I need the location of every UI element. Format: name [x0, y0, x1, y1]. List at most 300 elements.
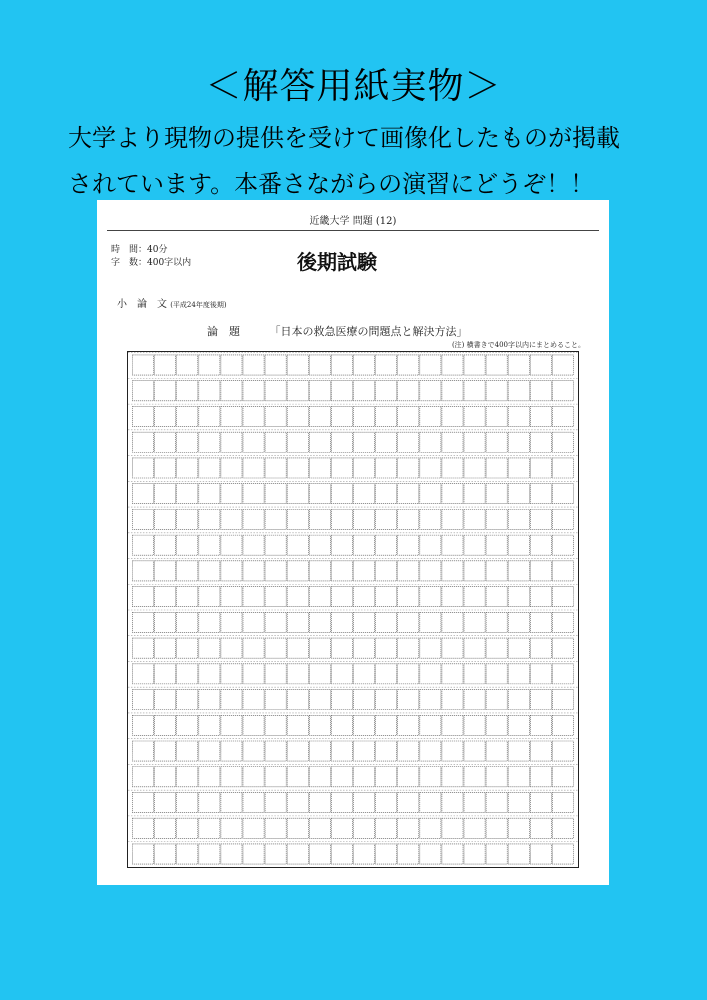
grid-cell [331, 741, 352, 761]
grid-cell [442, 484, 463, 504]
grid-cell [132, 638, 153, 658]
grid-cell [552, 406, 573, 426]
grid-cell [265, 767, 286, 787]
grid-cell [376, 484, 397, 504]
grid-cell [199, 638, 220, 658]
grid-cell [464, 741, 485, 761]
grid-cell [331, 767, 352, 787]
grid-cell [376, 741, 397, 761]
grid-cell [442, 535, 463, 555]
grid-cell [221, 561, 242, 581]
grid-cell [464, 715, 485, 735]
grid-cell [420, 664, 441, 684]
grid-cell [420, 535, 441, 555]
grid-cell [221, 690, 242, 710]
grid-cell [420, 818, 441, 838]
grid-cell [486, 406, 507, 426]
grid-cell [132, 355, 153, 375]
grid-cell [508, 355, 529, 375]
grid-cell [243, 406, 264, 426]
grid-cell [243, 638, 264, 658]
grid-cell [442, 406, 463, 426]
grid-cell [155, 638, 176, 658]
grid-cell [265, 690, 286, 710]
grid-cell [486, 638, 507, 658]
grid-cell [177, 792, 198, 812]
grid-cell [265, 406, 286, 426]
grid-cell [287, 664, 308, 684]
grid-cell [132, 406, 153, 426]
grid-cell [376, 355, 397, 375]
grid-cell [309, 638, 330, 658]
grid-cell [155, 690, 176, 710]
grid-cell [265, 844, 286, 864]
sheet-heading: 近畿大学 問題 (12) [309, 216, 397, 227]
grid-cell [155, 664, 176, 684]
grid-cell [287, 561, 308, 581]
grid-cell [265, 432, 286, 452]
grid-cell [221, 818, 242, 838]
grid-cell [376, 690, 397, 710]
grid-cell [243, 715, 264, 735]
grid-cell [508, 792, 529, 812]
grid-cell [508, 767, 529, 787]
grid-cell [442, 767, 463, 787]
grid-cell [530, 638, 551, 658]
grid-cell [442, 818, 463, 838]
section-label [117, 295, 227, 310]
grid-cell [398, 381, 419, 401]
grid-cell [464, 381, 485, 401]
grid-cell [508, 458, 529, 478]
grid-cell [132, 818, 153, 838]
grid-cell [155, 561, 176, 581]
grid-cell [132, 458, 153, 478]
grid-cell [376, 561, 397, 581]
grid-cell [486, 381, 507, 401]
grid-cell [442, 792, 463, 812]
exam-title: 後期試験 [297, 250, 377, 274]
grid-cell [420, 690, 441, 710]
grid-cell [132, 792, 153, 812]
grid-cell [508, 741, 529, 761]
grid-cell [221, 355, 242, 375]
grid-cell [331, 664, 352, 684]
grid-cell [486, 792, 507, 812]
grid-cell [376, 406, 397, 426]
grid-cell [265, 535, 286, 555]
grid-cell [398, 690, 419, 710]
grid-cell [552, 844, 573, 864]
grid-cell [398, 612, 419, 632]
grid-cell [508, 509, 529, 529]
grid-cell [398, 432, 419, 452]
grid-cell [552, 741, 573, 761]
grid-cell [486, 561, 507, 581]
grid-cell [155, 767, 176, 787]
grid-cell [552, 587, 573, 607]
grid-cell [287, 792, 308, 812]
grid-cell [287, 381, 308, 401]
grid-cell [287, 612, 308, 632]
grid-cell [177, 381, 198, 401]
grid-cell [486, 664, 507, 684]
grid-cell [265, 587, 286, 607]
grid-cell [221, 767, 242, 787]
grid-cell [243, 767, 264, 787]
grid-cell [132, 767, 153, 787]
grid-cell [132, 664, 153, 684]
grid-cell [508, 818, 529, 838]
grid-cell [530, 458, 551, 478]
grid-cell [221, 844, 242, 864]
grid-cell [199, 484, 220, 504]
grid-cell [353, 535, 374, 555]
grid-cell [132, 381, 153, 401]
grid-cell [309, 432, 330, 452]
grid-cell [265, 818, 286, 838]
grid-cell [508, 406, 529, 426]
grid-cell [132, 844, 153, 864]
grid-cell [287, 818, 308, 838]
grid-cell [221, 664, 242, 684]
grid-cell [265, 741, 286, 761]
grid-cell [331, 587, 352, 607]
grid-cell [530, 381, 551, 401]
grid-cell [398, 715, 419, 735]
grid-cell [221, 741, 242, 761]
grid-cell [177, 535, 198, 555]
grid-cell [398, 509, 419, 529]
grid-cell [464, 406, 485, 426]
grid-cell [221, 458, 242, 478]
grid-cell [464, 484, 485, 504]
grid-cell [530, 355, 551, 375]
grid-cell [155, 741, 176, 761]
grid-cell [376, 458, 397, 478]
grid-cell [221, 792, 242, 812]
grid-cell [552, 612, 573, 632]
grid-cell [486, 458, 507, 478]
grid-cell [530, 509, 551, 529]
grid-cell [309, 844, 330, 864]
grid-cell [309, 406, 330, 426]
grid-cell [177, 561, 198, 581]
grid-cell [331, 406, 352, 426]
grid-cell [155, 612, 176, 632]
grid-cell [309, 587, 330, 607]
heading-divider [107, 230, 599, 231]
grid-cell [243, 381, 264, 401]
grid-cell [221, 484, 242, 504]
grid-cell [464, 818, 485, 838]
grid-cell [221, 587, 242, 607]
grid-cell [287, 406, 308, 426]
grid-cell [331, 612, 352, 632]
time-limit: 時 間：40分 [111, 245, 168, 255]
grid-cell [353, 484, 374, 504]
grid-cell [353, 690, 374, 710]
grid-cell [309, 741, 330, 761]
grid-cell [508, 664, 529, 684]
grid-cell [353, 818, 374, 838]
grid-cell [530, 432, 551, 452]
grid-cell [243, 535, 264, 555]
page-title: ＜解答用紙実物＞ [205, 66, 502, 107]
grid-cell [243, 690, 264, 710]
grid-cell [243, 355, 264, 375]
description-line-1: 大学より現物の提供を受けて画像化したものが掲載 [68, 124, 620, 152]
grid-cell [243, 792, 264, 812]
grid-cell [265, 561, 286, 581]
grid-cell [331, 484, 352, 504]
grid-cell [376, 638, 397, 658]
grid-cell [464, 458, 485, 478]
grid-cell [508, 690, 529, 710]
grid-cell [331, 535, 352, 555]
grid-cell [331, 638, 352, 658]
grid-cell [155, 715, 176, 735]
grid-cell [420, 458, 441, 478]
grid-cell [552, 381, 573, 401]
grid-cell [265, 381, 286, 401]
grid-cell [331, 355, 352, 375]
grid-cell [530, 690, 551, 710]
grid-cell [353, 458, 374, 478]
grid-cell [221, 432, 242, 452]
section-year: (平成24年度後期) [170, 301, 227, 309]
grid-cell [420, 638, 441, 658]
grid-cell [155, 792, 176, 812]
grid-cell [376, 715, 397, 735]
grid-cell [376, 381, 397, 401]
topic-value: 「日本の救急医療の問題点と解決方法」 [269, 325, 468, 338]
grid-cell [530, 664, 551, 684]
grid-cell [508, 432, 529, 452]
grid-cell [398, 664, 419, 684]
grid-cell [376, 587, 397, 607]
grid-cell [530, 741, 551, 761]
char-limit: 字 数：400字以内 [111, 258, 192, 268]
grid-cell [420, 767, 441, 787]
grid-cell [353, 381, 374, 401]
grid-cell [331, 561, 352, 581]
grid-cell [508, 638, 529, 658]
grid-cell [398, 792, 419, 812]
grid-cell [221, 406, 242, 426]
grid-cell [155, 355, 176, 375]
grid-cell [552, 690, 573, 710]
grid-cell [199, 406, 220, 426]
grid-cell [353, 406, 374, 426]
grid-cell [177, 715, 198, 735]
grid-cell [132, 561, 153, 581]
grid-cell [221, 612, 242, 632]
grid-cell [420, 587, 441, 607]
grid-cell [420, 792, 441, 812]
grid-cell [376, 509, 397, 529]
grid-cell [376, 664, 397, 684]
grid-cell [530, 484, 551, 504]
grid-cell [331, 509, 352, 529]
grid-cell [309, 767, 330, 787]
essay-topic [207, 323, 468, 339]
grid-cell [464, 638, 485, 658]
grid-cell [331, 792, 352, 812]
grid-cell [243, 664, 264, 684]
grid-cell [199, 381, 220, 401]
grid-cell [353, 561, 374, 581]
grid-cell [265, 484, 286, 504]
grid-cell [132, 432, 153, 452]
grid-cell [398, 484, 419, 504]
grid-cell [486, 818, 507, 838]
grid-cell [464, 355, 485, 375]
grid-cell [287, 355, 308, 375]
grid-cell [331, 432, 352, 452]
grid-cell [442, 638, 463, 658]
grid-cell [353, 432, 374, 452]
grid-cell [155, 509, 176, 529]
grid-cell [177, 741, 198, 761]
grid-cell [398, 355, 419, 375]
grid-cell [353, 587, 374, 607]
grid-cell [155, 381, 176, 401]
grid-cell [177, 458, 198, 478]
grid-cell [464, 612, 485, 632]
grid-cell [199, 355, 220, 375]
grid-cell [221, 638, 242, 658]
section-name: 小 論 文 [117, 299, 167, 310]
grid-cell [398, 458, 419, 478]
grid-cell [398, 741, 419, 761]
grid-cell [464, 561, 485, 581]
grid-cell [287, 844, 308, 864]
grid-cell [552, 638, 573, 658]
grid-cell [464, 664, 485, 684]
grid-cell [287, 535, 308, 555]
grid-cell [376, 612, 397, 632]
grid-cell [243, 458, 264, 478]
grid-cell [132, 535, 153, 555]
grid-cell [265, 612, 286, 632]
grid-cell [552, 355, 573, 375]
grid-cell [486, 715, 507, 735]
grid-cell [132, 741, 153, 761]
grid-cell [530, 612, 551, 632]
grid-cell [508, 844, 529, 864]
grid-cell [331, 381, 352, 401]
grid-cell [199, 818, 220, 838]
grid-cell [486, 690, 507, 710]
grid-cell [486, 844, 507, 864]
grid-cell [420, 432, 441, 452]
grid-cell [287, 432, 308, 452]
grid-cell [132, 587, 153, 607]
grid-cell [199, 587, 220, 607]
grid-cell [155, 587, 176, 607]
grid-cell [177, 432, 198, 452]
grid-cell [442, 355, 463, 375]
grid-cell [398, 587, 419, 607]
grid-cell [530, 535, 551, 555]
grid-cell [530, 792, 551, 812]
grid-cell [287, 715, 308, 735]
grid-cell [508, 612, 529, 632]
grid-cell [243, 432, 264, 452]
grid-cell [331, 690, 352, 710]
grid-cell [177, 484, 198, 504]
grid-cell [155, 535, 176, 555]
grid-cell [552, 664, 573, 684]
grid-cell [309, 612, 330, 632]
grid-cell [376, 844, 397, 864]
grid-cell [464, 432, 485, 452]
grid-cell [177, 612, 198, 632]
grid-cell [177, 767, 198, 787]
grid-cell [442, 432, 463, 452]
grid-cell [508, 715, 529, 735]
grid-cell [199, 767, 220, 787]
grid-cell [398, 561, 419, 581]
grid-cell [420, 612, 441, 632]
grid-cell [309, 484, 330, 504]
grid-cell [552, 432, 573, 452]
grid-cell [199, 561, 220, 581]
grid-cell [442, 715, 463, 735]
grid-cell [265, 509, 286, 529]
grid-cell [486, 432, 507, 452]
grid-cell [155, 818, 176, 838]
grid-cell [243, 818, 264, 838]
grid-cell [287, 509, 308, 529]
grid-cell [309, 458, 330, 478]
grid-cell [177, 638, 198, 658]
grid-cell [486, 355, 507, 375]
grid-cell [398, 767, 419, 787]
grid-cell [331, 844, 352, 864]
grid-cell [243, 844, 264, 864]
grid-cell [177, 818, 198, 838]
grid-cell [287, 638, 308, 658]
grid-cell [530, 715, 551, 735]
grid-cell [442, 458, 463, 478]
grid-cell [155, 484, 176, 504]
grid-cell [552, 792, 573, 812]
grid-cell [265, 638, 286, 658]
grid-cell [442, 741, 463, 761]
grid-cell [464, 690, 485, 710]
grid-cell [486, 612, 507, 632]
grid-cell [221, 381, 242, 401]
grid-cell [530, 844, 551, 864]
grid-cell [530, 561, 551, 581]
grid-cell [353, 638, 374, 658]
grid-cell [309, 690, 330, 710]
grid-cell [442, 612, 463, 632]
grid-cell [199, 432, 220, 452]
grid-cell [177, 355, 198, 375]
grid-cell [552, 561, 573, 581]
grid-cell [464, 535, 485, 555]
grid-cell [132, 484, 153, 504]
description-line-2: されています。本番さながらの演習にどうぞ！！ [68, 170, 595, 198]
grid-cell [508, 561, 529, 581]
grid-cell [508, 535, 529, 555]
grid-cell [265, 355, 286, 375]
grid-cell [508, 587, 529, 607]
manuscript-grid [127, 351, 579, 868]
